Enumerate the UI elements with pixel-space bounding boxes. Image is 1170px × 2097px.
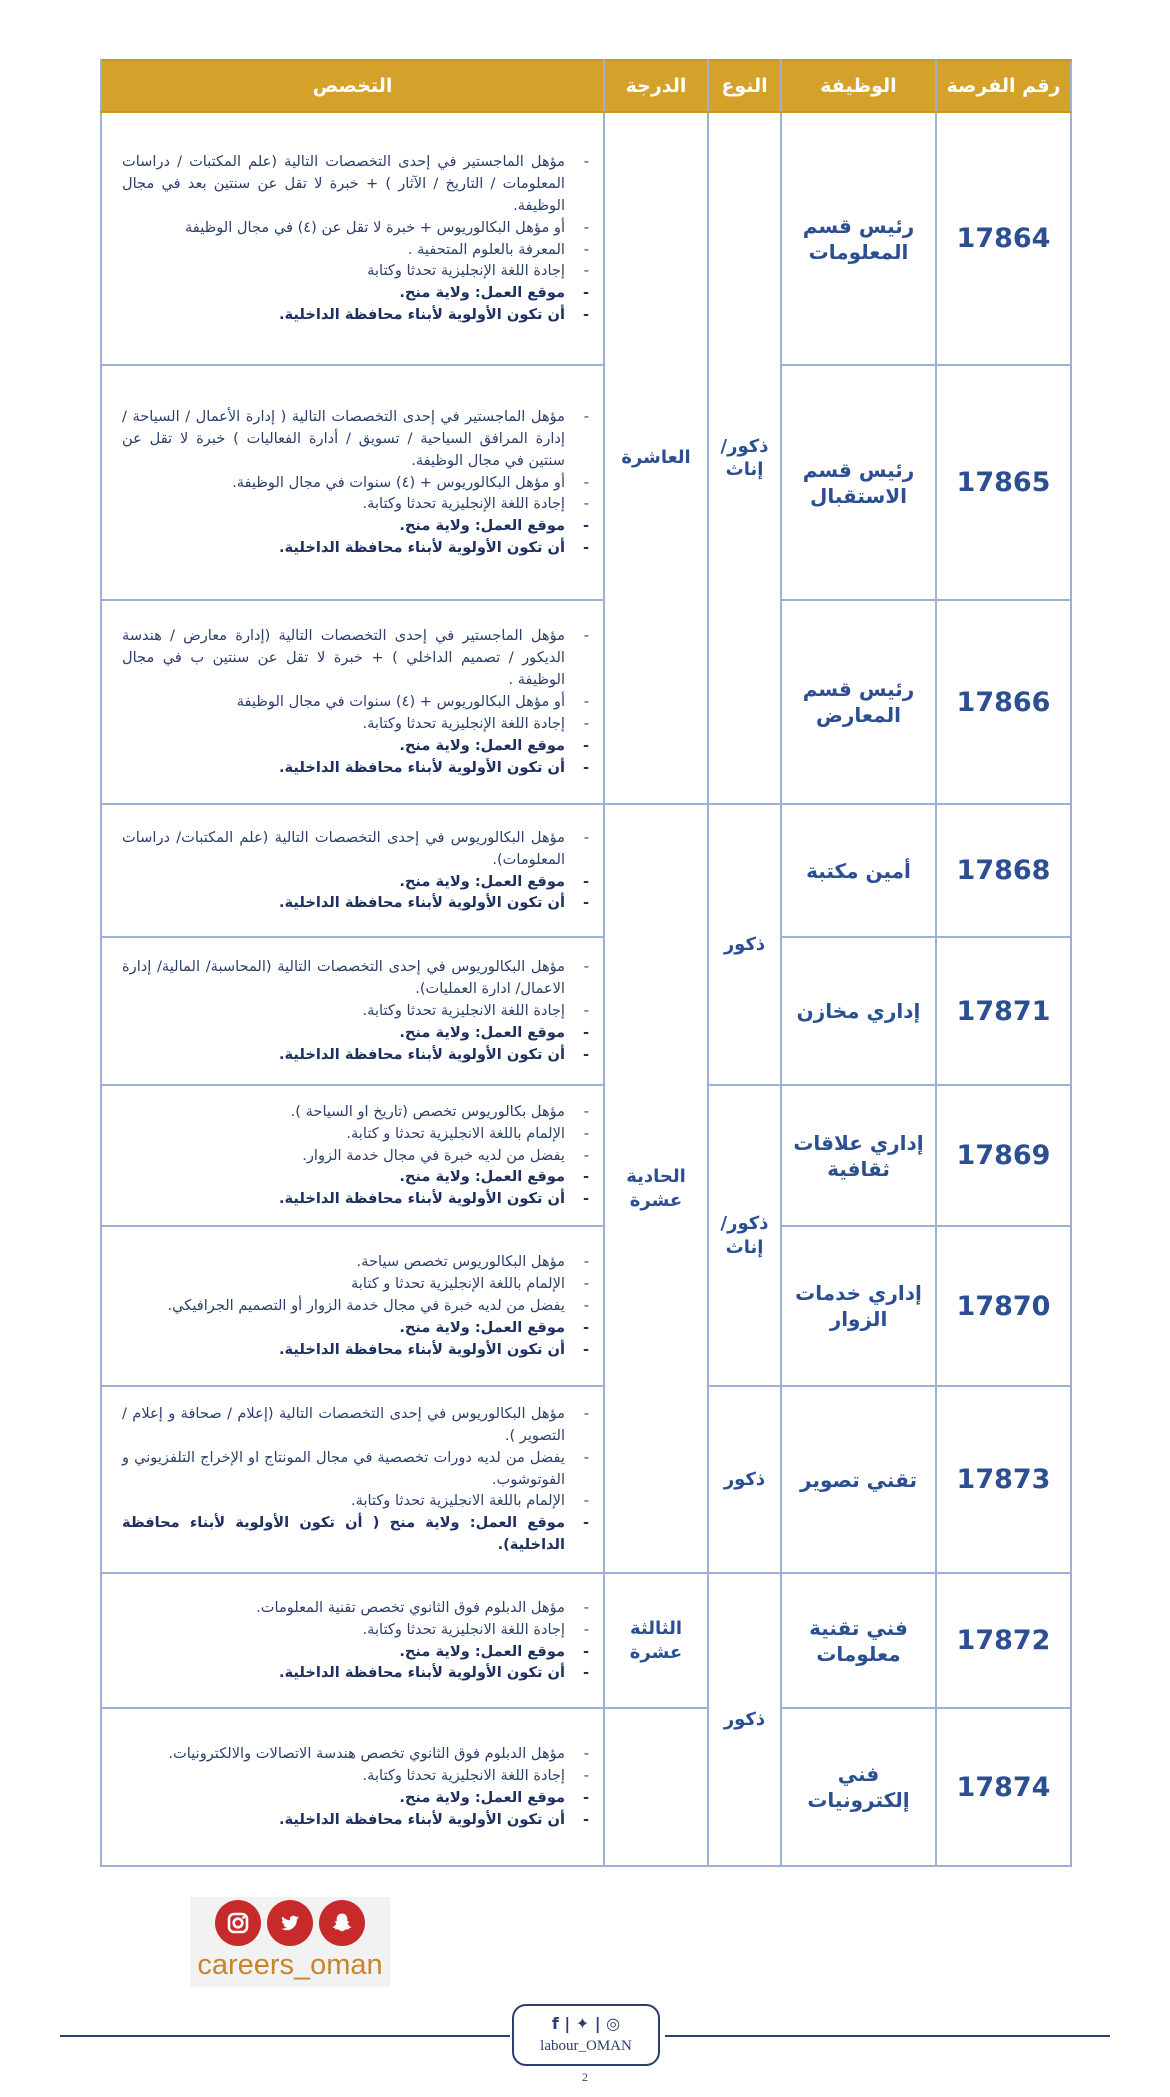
job-title: إداري مخازن — [781, 937, 936, 1085]
specialization-cell — [101, 600, 604, 804]
table-row — [101, 1386, 1071, 1573]
spec-item: - أو مؤهل البكالوريوس + (٤) سنوات في مجال الوظيفة — [122, 691, 593, 713]
spec-item: - مؤهل البكالوريوس تخصص سياحة. — [122, 1251, 593, 1273]
spec-item-location: - موقع العمل: ولاية منح. — [122, 1166, 593, 1188]
spec-item: - إجادة اللغة الانجليزية تحدثا وكتابة. — [122, 1765, 593, 1787]
spec-item-priority: - أن تكون الأولوية لأبناء محافظة الداخلية. — [122, 304, 593, 326]
spec-item-location: - موقع العمل: ولاية منح. — [122, 735, 593, 757]
spec-item: - مؤهل بكالوريوس تخصص (تاريخ او السياحة ). — [122, 1101, 593, 1123]
job-title: رئيس قسم الاستقبال — [781, 365, 936, 600]
social-handle: careers_oman — [197, 1949, 383, 1981]
spec-item: - يفضل من لديه خبرة في مجال خدمة الزوار أو التصميم الجرافيكي. — [122, 1295, 593, 1317]
gender-cell: ذكور/ إناث — [708, 112, 781, 804]
spec-item-location: - موقع العمل: ولاية منح. — [122, 1641, 593, 1663]
spec-item-location: - موقع العمل: ولاية منح. — [122, 282, 593, 304]
spec-item: - إجادة اللغة الانجليزية تحدثا وكتابة. — [122, 1619, 593, 1641]
table-row — [101, 1085, 1071, 1226]
opportunity-number: 17869 — [936, 1085, 1071, 1226]
spec-item: - مؤهل الماجستير في إحدى التخصصات التالية ( إدارة الأعمال / السياحة / إدارة المرافق السياحية / تسويق / أدارة الفعاليات ) خبرة لا تقل عن سنتين في مجال الوظيفة. — [122, 406, 593, 472]
spec-item-priority: - أن تكون الأولوية لأبناء محافظة الداخلية. — [122, 1339, 593, 1361]
spec-item-priority: - أن تكون الأولوية لأبناء محافظة الداخلية. — [122, 1809, 593, 1831]
job-title: رئيس قسم المعارض — [781, 600, 936, 804]
social-icons — [190, 1897, 390, 1949]
specialization-cell — [101, 1708, 604, 1866]
footer-divider-left — [60, 2035, 510, 2037]
job-title: إداري علاقات ثقافية — [781, 1085, 936, 1226]
spec-item: - إجادة اللغة الإنجليزية تحدثا وكتابة. — [122, 493, 593, 515]
spec-item: - الإلمام باللغة الإنجليزية تحدثا و كتابة — [122, 1273, 593, 1295]
spec-item-priority: - أن تكون الأولوية لأبناء محافظة الداخلية. — [122, 537, 593, 559]
job-title: فني إلكترونيات — [781, 1708, 936, 1866]
spec-item: - يفضل من لديه دورات تخصصية في مجال المونتاج او الإخراج التلفزيوني و الفوتوشوب. — [122, 1447, 593, 1491]
page-number: 2 — [582, 2070, 588, 2084]
grade-cell-empty — [604, 1708, 708, 1866]
specialization-cell — [101, 1085, 604, 1226]
instagram-icon[interactable] — [215, 1900, 261, 1946]
gender-cell: ذكور — [708, 1573, 781, 1866]
header-job-title: الوظيفة — [781, 60, 936, 112]
spec-item: - الإلمام باللغة الانجليزية تحدثا و كتابة. — [122, 1123, 593, 1145]
specialization-cell — [101, 1386, 604, 1573]
social-media-block — [190, 1897, 390, 1987]
spec-item: - يفضل من لديه خبرة في مجال خدمة الزوار. — [122, 1145, 593, 1167]
header-grade: الدرجة — [604, 60, 708, 112]
opportunity-number: 17870 — [936, 1226, 1071, 1386]
spec-item: - المعرفة بالعلوم المتحفية . — [122, 239, 593, 261]
header-opportunity-number: رقم الفرصة — [936, 60, 1071, 112]
specialization-cell — [101, 937, 604, 1085]
spec-item: - مؤهل الدبلوم فوق الثانوي تخصص هندسة الاتصالات والالكترونيات. — [122, 1743, 593, 1765]
opportunity-number: 17871 — [936, 937, 1071, 1085]
opportunity-number: 17865 — [936, 365, 1071, 600]
grade-cell: الثالثة عشرة — [604, 1573, 708, 1708]
footer-badge — [512, 2004, 660, 2066]
table-row — [101, 1573, 1071, 1708]
table-row — [101, 365, 1071, 600]
header-specialization: التخصص — [101, 60, 604, 112]
spec-item: - مؤهل البكالوريوس في إحدى التخصصات التالية (علم المكتبات/ دراسات المعلومات). — [122, 827, 593, 871]
table-row — [101, 1708, 1071, 1866]
table-row — [101, 1226, 1071, 1386]
spec-item: - أو مؤهل البكالوريوس + (٤) سنوات في مجال الوظيفة. — [122, 472, 593, 494]
specialization-cell — [101, 1226, 604, 1386]
jobs-table — [100, 59, 1072, 1867]
gender-cell: ذكور/ إناث — [708, 1085, 781, 1386]
spec-item: - مؤهل الدبلوم فوق الثانوي تخصص تقنية المعلومات. — [122, 1597, 593, 1619]
spec-item: - الإلمام باللغة الانجليزية تحدثا وكتابة. — [122, 1490, 593, 1512]
table-row — [101, 600, 1071, 804]
snapchat-icon[interactable] — [319, 1900, 365, 1946]
opportunity-number: 17868 — [936, 804, 1071, 937]
grade-cell: الحادية عشرة — [604, 804, 708, 1573]
grade-cell: العاشرة — [604, 112, 708, 804]
opportunity-number: 17864 — [936, 112, 1071, 365]
spec-item-priority: - أن تكون الأولوية لأبناء محافظة الداخلية. — [122, 1188, 593, 1210]
opportunity-number: 17873 — [936, 1386, 1071, 1573]
spec-item: - مؤهل الماجستير في إحدى التخصصات التالية (علم المكتبات / دراسات المعلومات / التاريخ / الآثار ) + خبرة لا تقل عن سنتين بعد في مجال الوظيفة. — [122, 151, 593, 217]
spec-item: - مؤهل البكالوريوس في إحدى التخصصات التالية (إعلام / صحافة و إعلام / التصوير ). — [122, 1403, 593, 1447]
job-title: أمين مكتبة — [781, 804, 936, 937]
job-title: إداري خدمات الزوار — [781, 1226, 936, 1386]
footer-divider-right — [665, 2035, 1110, 2037]
spec-item-priority: - أن تكون الأولوية لأبناء محافظة الداخلية. — [122, 757, 593, 779]
job-title: تقني تصوير — [781, 1386, 936, 1573]
spec-item-location: - موقع العمل: ولاية منح. — [122, 1022, 593, 1044]
spec-item-location: - موقع العمل: ولاية منح. — [122, 1787, 593, 1809]
footer-social-icons: f | ✦ | ◎ — [551, 2014, 621, 2033]
specialization-cell — [101, 365, 604, 600]
job-title: فني تقنية معلومات — [781, 1573, 936, 1708]
header-gender: النوع — [708, 60, 781, 112]
spec-item: - مؤهل الماجستير في إحدى التخصصات التالية (إدارة معارض / هندسة الديكور / تصميم الداخلي ) + خبرة لا تقل عن سنتين ب في مجال الوظيفة . — [122, 625, 593, 691]
spec-item: - مؤهل البكالوريوس في إحدى التخصصات التالية (المحاسبة/ المالية/ إدارة الاعمال/ ادارة العمليات). — [122, 956, 593, 1000]
spec-item-priority: - أن تكون الأولوية لأبناء محافظة الداخلية. — [122, 892, 593, 914]
job-title: رئيس قسم المعلومات — [781, 112, 936, 365]
spec-item-location: - موقع العمل: ولاية منح. — [122, 515, 593, 537]
table-row — [101, 804, 1071, 937]
opportunity-number: 17874 — [936, 1708, 1071, 1866]
spec-item-priority: - أن تكون الأولوية لأبناء محافظة الداخلية. — [122, 1662, 593, 1684]
table-header — [101, 60, 1071, 112]
specialization-cell — [101, 112, 604, 365]
spec-item-location: - موقع العمل: ولاية منح ( أن تكون الأولوية لأبناء محافظة الداخلية). — [122, 1512, 593, 1556]
spec-item-priority: - أن تكون الأولوية لأبناء محافظة الداخلية. — [122, 1044, 593, 1066]
footer-handle: labour_OMAN — [540, 2038, 632, 2054]
opportunity-number: 17866 — [936, 600, 1071, 804]
gender-cell: ذكور — [708, 804, 781, 1085]
specialization-cell — [101, 804, 604, 937]
table-row — [101, 112, 1071, 365]
spec-item: - إجادة اللغة الانجليزية تحدثا وكتابة. — [122, 1000, 593, 1022]
spec-item-location: - موقع العمل: ولاية منح. — [122, 871, 593, 893]
opportunity-number: 17872 — [936, 1573, 1071, 1708]
spec-item-location: - موقع العمل: ولاية منح. — [122, 1317, 593, 1339]
spec-item: - إجادة اللغة الإنجليزية تحدثا وكتابة. — [122, 713, 593, 735]
table-row — [101, 937, 1071, 1085]
specialization-cell — [101, 1573, 604, 1708]
spec-item: - إجادة اللغة الإنجليزية تحدثا وكتابة — [122, 260, 593, 282]
gender-cell: ذكور — [708, 1386, 781, 1573]
spec-item: - أو مؤهل البكالوريوس + خبرة لا تقل عن (٤) في مجال الوظيفة — [122, 217, 593, 239]
twitter-icon[interactable] — [267, 1900, 313, 1946]
